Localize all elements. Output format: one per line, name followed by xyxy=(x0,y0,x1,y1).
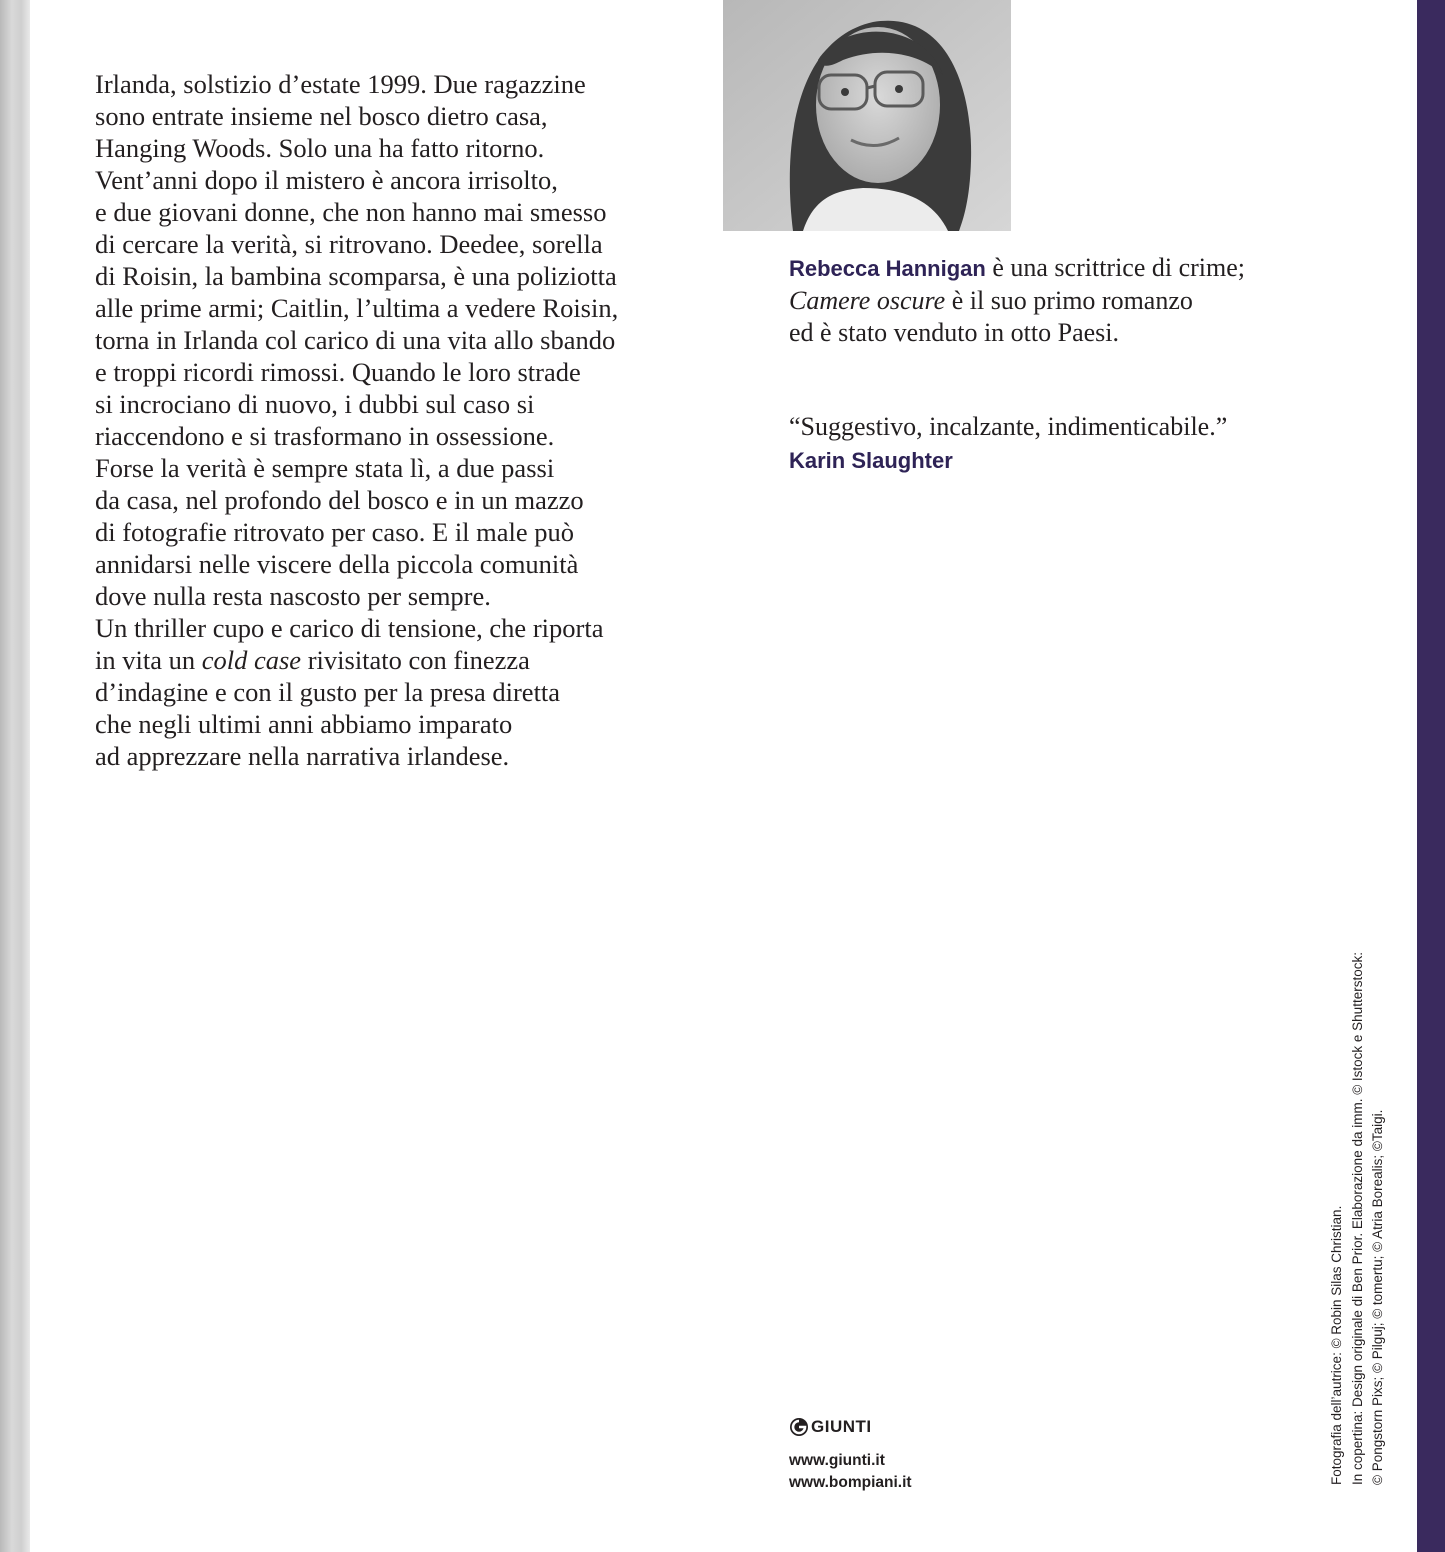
book-title: Camere oscure xyxy=(789,286,946,315)
bio-line xyxy=(789,252,1389,285)
synopsis-line: d’indagine e con il gusto per la presa diretta xyxy=(95,677,561,707)
publisher-block xyxy=(789,1414,912,1494)
synopsis-line: Forse la verità è sempre stata lì, a due passi xyxy=(95,453,555,483)
synopsis-line: Irlanda, solstizio d’estate 1999. Due ragazzine xyxy=(95,69,586,99)
synopsis-line: dove nulla resta nascosto per sempre. xyxy=(95,581,491,611)
synopsis-line: Hanging Woods. Solo una ha fatto ritorno. xyxy=(95,133,545,163)
cold-case-italic: cold case xyxy=(201,645,302,675)
spine-band xyxy=(1417,0,1445,1552)
synopsis-line: e troppi ricordi rimossi. Quando le loro strade xyxy=(95,357,581,387)
synopsis-fragment: in vita un xyxy=(95,645,202,675)
synopsis-line: di Roisin, la bambina scomparsa, è una poliziotta xyxy=(95,261,617,291)
bio-fragment: è il suo primo romanzo xyxy=(945,286,1193,315)
synopsis-line: che negli ultimi anni abbiamo imparato xyxy=(95,709,513,739)
author-photo xyxy=(723,0,1011,231)
author-portrait-image xyxy=(723,0,1011,231)
synopsis-line: di fotografie ritrovato per caso. E il male può xyxy=(95,517,575,547)
synopsis-line: torna in Irlanda col carico di una vita allo sbando xyxy=(95,325,616,355)
publisher-logo xyxy=(789,1414,912,1440)
bio-line: ed è stato venduto in otto Paesi. xyxy=(789,318,1120,347)
synopsis-line: si incrociano di nuovo, i dubbi sul caso si xyxy=(95,389,535,419)
synopsis-line: ad apprezzare nella narrativa irlandese. xyxy=(95,741,510,771)
review-quote xyxy=(789,410,1389,478)
synopsis-line: e due giovani donne, che non hanno mai smesso xyxy=(95,197,607,227)
synopsis-line: alle prime armi; Caitlin, l’ultima a vedere Roisin, xyxy=(95,293,619,323)
publisher-logo-text: GIUNTI xyxy=(811,1417,872,1436)
author-name: Rebecca Hannigan xyxy=(789,256,986,281)
synopsis-line xyxy=(95,644,695,676)
giunti-logo-icon xyxy=(789,1417,809,1437)
author-bio xyxy=(789,252,1389,349)
credits-line: © Pongstorn Pixs; © Pilguj; © tomertu; © Atria Borealis; ©Taigi. xyxy=(1370,1109,1385,1485)
publisher-url-link[interactable]: www.giunti.it xyxy=(789,1452,885,1469)
publisher-urls xyxy=(789,1450,912,1494)
credits-line: In copertina: Design originale di Ben Prior. Elaborazione da imm. © Istock e Shutterstock: xyxy=(1349,952,1365,1485)
synopsis-fragment: rivisitato con finezza xyxy=(301,645,530,675)
quote-author: Karin Slaughter xyxy=(789,448,953,473)
synopsis-line: sono entrate insieme nel bosco dietro casa, xyxy=(95,101,548,131)
bio-fragment: è una scrittrice di crime; xyxy=(985,253,1246,282)
synopsis-line: annidarsi nelle viscere della piccola comunità xyxy=(95,549,579,579)
synopsis-text xyxy=(95,68,695,772)
publisher-url-link[interactable]: www.bompiani.it xyxy=(789,1474,912,1491)
left-edge-strip xyxy=(0,0,30,1552)
quote-text: “Suggestivo, incalzante, indimenticabile.” xyxy=(789,412,1228,441)
synopsis-line: di cercare la verità, si ritrovano. Deedee, sorella xyxy=(95,229,603,259)
credits-line: Fotografia dell’autrice: © Robin Silas Christian. xyxy=(1329,1205,1344,1485)
image-credits xyxy=(1327,925,1389,1485)
bio-line xyxy=(789,285,1389,317)
synopsis-line: Un thriller cupo e carico di tensione, che riporta xyxy=(95,613,604,643)
synopsis-line: Vent’anni dopo il mistero è ancora irrisolto, xyxy=(95,165,558,195)
synopsis-line: riaccendono e si trasformano in ossessione. xyxy=(95,421,555,451)
synopsis-line: da casa, nel profondo del bosco e in un mazzo xyxy=(95,485,584,515)
